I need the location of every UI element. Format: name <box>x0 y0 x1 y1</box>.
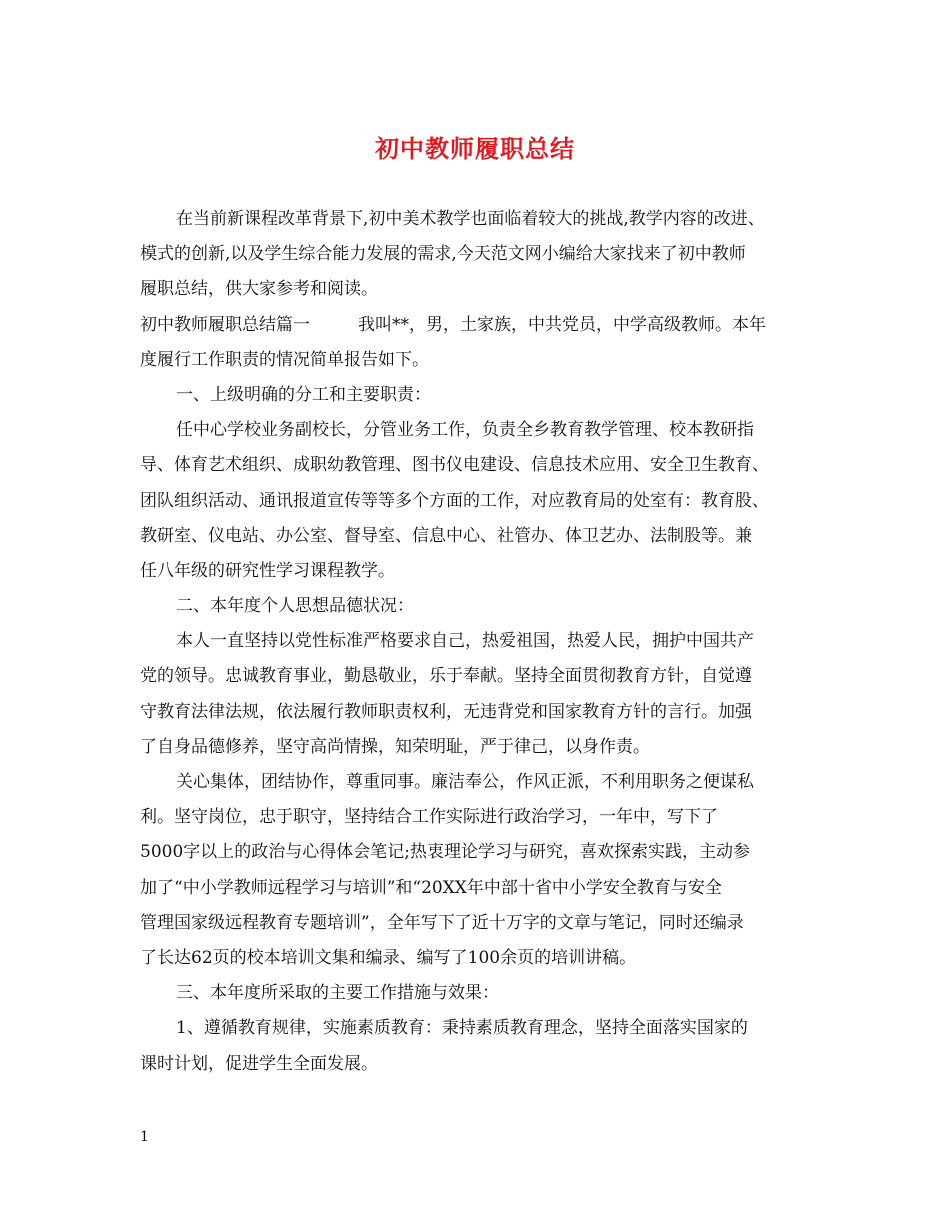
page-number: 1 <box>140 1129 149 1145</box>
section-one-heading: 初中教师履职总结篇一 <box>140 314 310 335</box>
document-body <box>140 202 826 1082</box>
part1-line-5: 任八年级的研究性学习课程教学。 <box>140 560 395 581</box>
part1-line-2: 导、体育艺术组织、成职幼教管理、图书仪电建设、信息技术应用、安全卫生教育、 <box>140 455 769 476</box>
part3-line-2: 课时计划，促进学生全面发展。 <box>140 1053 378 1074</box>
part1-line-3: 团队组织活动、通讯报道宣传等等多个方面的工作，对应教育局的处室有：教育股、 <box>140 490 769 511</box>
part2-paragraph2-line-3: 5000字以上的政治与心得体会笔记;热衷理论学习与研究，喜欢探索实践，主动参 <box>140 842 750 863</box>
section-one-second-line: 度履行工作职责的情况简单报告如下。 <box>140 349 429 370</box>
part2-paragraph2-line-4: 加了“中小学教师远程学习与培训”和“20XX年中部十省中小学安全教育与安全 <box>140 877 722 898</box>
part2-paragraph2-line-2: 利。坚守岗位，忠于职守，坚持结合工作实际进行政治学习，一年中，写下了 <box>140 807 718 828</box>
part2-heading: 二、本年度个人思想品德状况： <box>176 596 414 617</box>
document-title: 初中教师履职总结 <box>375 134 575 163</box>
section-one-text: 我叫**，男，土家族，中共党员，中学高级教师。本年 <box>358 314 766 335</box>
intro-line-3: 履职总结，供大家参考和阅读。 <box>140 279 378 300</box>
part1-line-4: 教研室、仪电站、办公室、督导室、信息中心、社管办、体卫艺办、法制股等。兼 <box>140 525 752 546</box>
part2-paragraph1-line-4: 了自身品德修养，坚守高尚情操，知荣明耻，严于律己，以身作责。 <box>140 736 650 757</box>
part3-line-1: 1、遵循教育规律，实施素质教育：秉持素质教育理念，坚持全面落实国家的 <box>176 1018 748 1039</box>
part2-paragraph1-line-3: 守教育法律法规，依法履行教师职责权利，无违背党和国家教育方针的言行。加强 <box>140 701 752 722</box>
part2-paragraph1-line-1: 本人一直坚持以党性标准严格要求自己，热爱祖国，热爱人民，拥护中国共产 <box>176 631 754 652</box>
part2-paragraph2-line-6: 了长达62页的校本培训文集和编录、编写了100余页的培训讲稿。 <box>140 947 637 968</box>
intro-line-2: 模式的创新,以及学生综合能力发展的需求,今天范文网小编给大家找来了初中教师 <box>140 244 746 265</box>
section-one-first-line <box>140 308 826 343</box>
part1-line-1: 任中心学校业务副校长，分管业务工作，负责全乡教育教学管理、校本教研指 <box>176 420 754 441</box>
part3-heading: 三、本年度所采取的主要工作措施与效果： <box>176 983 499 1004</box>
part2-paragraph2-line-1: 关心集体，团结协作，尊重同事。廉洁奉公，作风正派，不利用职务之便谋私 <box>176 772 754 792</box>
intro-line-1: 在当前新课程改革背景下,初中美术教学也面临着较大的挑战,教学内容的改进、 <box>176 209 765 229</box>
part2-paragraph1-line-2: 党的领导。忠诚教育事业，勤恳敬业，乐于奉献。坚持全面贯彻教育方针，自觉遵 <box>140 666 752 687</box>
part2-paragraph2-line-5: 管理国家级远程教育专题培训”，全年写下了近十万字的文章与笔记，同时还编录 <box>140 912 744 933</box>
part1-heading: 一、上级明确的分工和主要职责： <box>176 384 431 405</box>
